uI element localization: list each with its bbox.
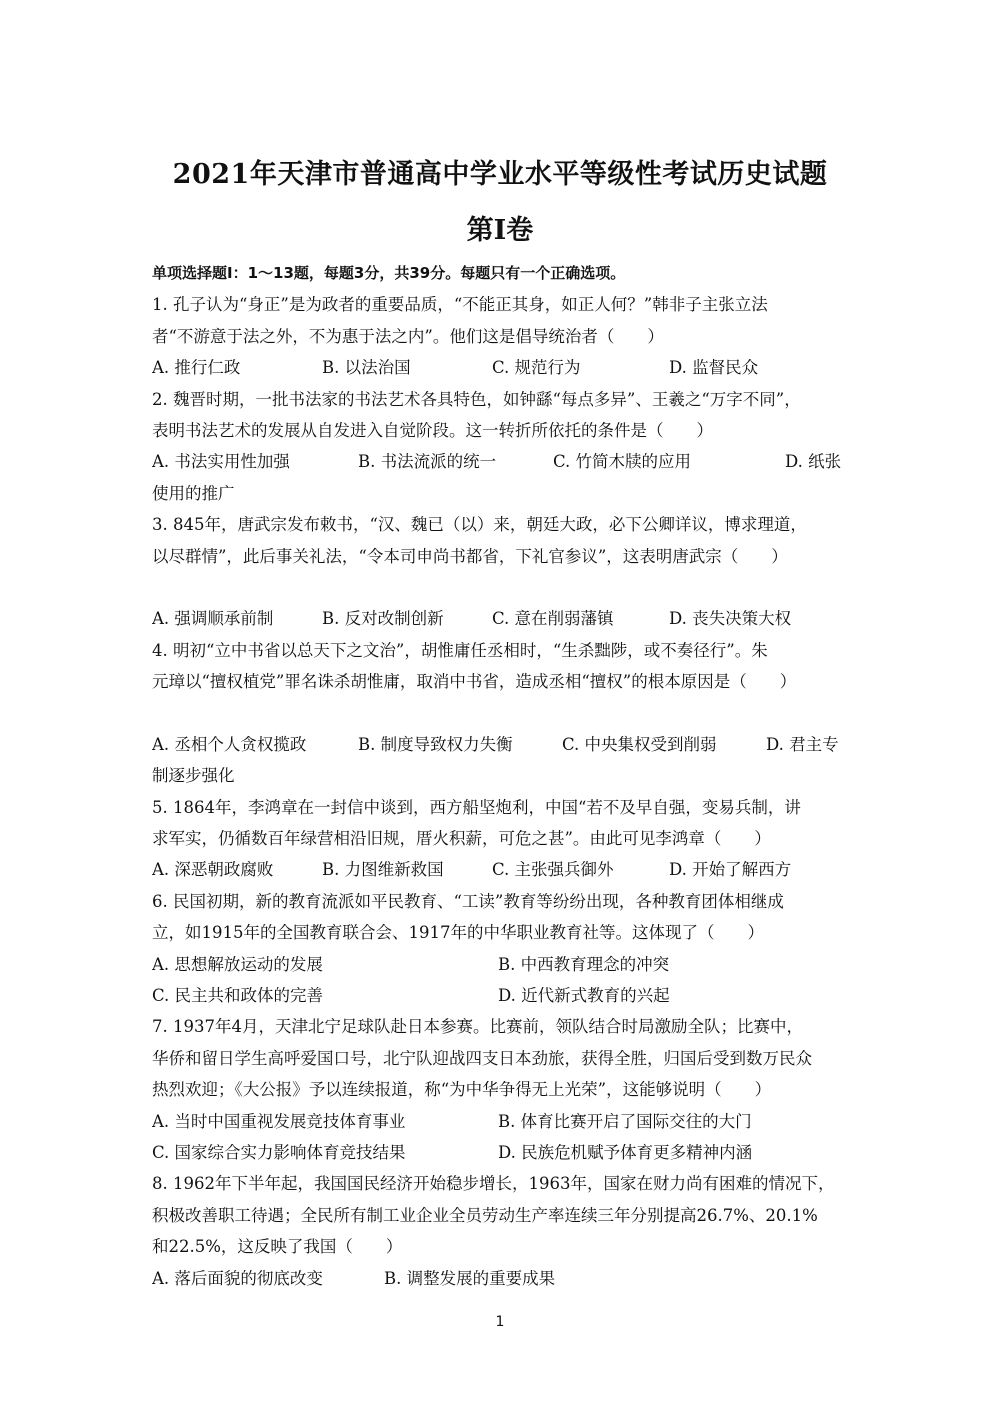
question-8-options bbox=[152, 1263, 852, 1294]
question-1-option-a: A. 推行仁政 bbox=[152, 358, 241, 378]
question-5-options bbox=[152, 854, 852, 885]
question-2-line-2: 表明书法艺术的发展从自发进入自觉阶段。这一转折所依托的条件是（ ） bbox=[152, 420, 713, 440]
question-6-line-2: 立，如1915年的全国教育联合会、1917年的中华职业教育社等。这体现了（ ） bbox=[152, 923, 764, 943]
question-4-option-c: C. 中央集权受到削弱 bbox=[562, 734, 717, 754]
question-2-option-b: B. 书法流派的统一 bbox=[358, 452, 497, 472]
question-7-line-3: 热烈欢迎；《大公报》予以连续报道，称“为中华争得无上光荣”，这能够说明（ ） bbox=[152, 1080, 772, 1100]
spacer bbox=[152, 697, 852, 728]
question-6-line-1: 6. 民国初期，新的教育流派如平民教育、“工读”教育等纷纷出现，各种教育团体相继成 bbox=[152, 891, 784, 911]
question-6-option-c: C. 民主共和政体的完善 bbox=[152, 985, 324, 1005]
question-4-options bbox=[152, 729, 852, 760]
question-1-line-2: 者“不游意于法之外，不为惠于法之内”。他们这是倡导统治者（ ） bbox=[152, 326, 664, 346]
question-5-option-a: A. 深恶朝政腐败 bbox=[152, 860, 274, 880]
question-list bbox=[152, 258, 852, 1294]
question-7-line-2: 华侨和留日学生高呼爱国口号，北宁队迎战四支日本劲旅，获得全胜，归国后受到数万民众 bbox=[152, 1048, 812, 1068]
question-8-line-3: 和22.5%，这反映了我国（ ） bbox=[152, 1237, 403, 1257]
question-7-line-1: 7. 1937年4月，天津北宁足球队赴日本参赛。比赛前，领队结合时局激励全队；比赛中， bbox=[152, 1017, 803, 1037]
question-2-option-a: A. 书法实用性加强 bbox=[152, 452, 290, 472]
question-7-options-row-1 bbox=[152, 1106, 852, 1137]
question-3-option-c: C. 意在削弱藩镇 bbox=[492, 609, 614, 629]
question-7-option-d: D. 民族危机赋予体育更多精神内涵 bbox=[498, 1142, 753, 1162]
question-4-option-d: D. 君主专 bbox=[766, 734, 839, 754]
question-8-line-2: 积极改善职工待遇；全民所有制工业企业全员劳动生产率连续三年分别提高26.7%、20.1% bbox=[152, 1205, 818, 1225]
question-6-options-row-2 bbox=[152, 980, 852, 1011]
question-6-option-a: A. 思想解放运动的发展 bbox=[152, 954, 323, 974]
question-7-option-b: B. 体育比赛开启了国际交往的大门 bbox=[498, 1111, 752, 1131]
question-4-option-d-continued: 制逐步强化 bbox=[152, 766, 235, 786]
question-6-option-b: B. 中西教育理念的冲突 bbox=[498, 954, 670, 974]
spacer bbox=[152, 572, 852, 603]
question-5-option-c: C. 主张强兵御外 bbox=[492, 860, 614, 880]
question-4-line-2: 元璋以“擅权植党”罪名诛杀胡惟庸，取消中书省，造成丞相“擅权”的根本原因是（ ） bbox=[152, 672, 797, 692]
question-6-options-row-1 bbox=[152, 949, 852, 980]
question-1-option-d: D. 监督民众 bbox=[669, 358, 759, 378]
question-2-option-c: C. 竹简木牍的应用 bbox=[553, 452, 692, 472]
question-4-option-a: A. 丞相个人贪权揽政 bbox=[152, 734, 307, 754]
question-4-line-1: 4. 明初“立中书省以总天下之文治”，胡惟庸任丞相时，“生杀黜陟，或不奏径行”。朱 bbox=[152, 640, 768, 660]
section-instruction: 单项选择题Ⅰ：1～13题，每题3分，共39分。每题只有一个正确选项。 bbox=[152, 264, 626, 282]
exam-title: 2021年天津市普通高中学业水平等级性考试历史试题 bbox=[172, 159, 828, 190]
question-3-option-b: B. 反对改制创新 bbox=[322, 609, 444, 629]
question-3-option-d: D. 丧失决策大权 bbox=[669, 609, 792, 629]
question-8-line-1: 8. 1962年下半年起，我国国民经济开始稳步增长，1963年，国家在财力尚有困难的情况下， bbox=[152, 1174, 835, 1194]
question-5-option-d: D. 开始了解西方 bbox=[669, 860, 792, 880]
question-2-option-d-continued: 使用的推广 bbox=[152, 483, 235, 503]
question-5-option-b: B. 力图维新救国 bbox=[322, 860, 444, 880]
question-2-line-1: 2. 魏晋时期，一批书法家的书法艺术各具特色，如钟繇“每点多异”、王羲之“万字不同”， bbox=[152, 389, 801, 409]
question-3-options bbox=[152, 603, 852, 634]
question-1-option-c: C. 规范行为 bbox=[492, 358, 581, 378]
volume-heading: 第Ⅰ卷 bbox=[466, 215, 534, 246]
question-8-option-a: A. 落后面貌的彻底改变 bbox=[152, 1268, 323, 1288]
question-7-option-c: C. 国家综合实力影响体育竞技结果 bbox=[152, 1142, 406, 1162]
question-3-line-2: 以尽群情”，此后事关礼法，“令本司申尚书都省，下礼官参议”，这表明唐武宗（ ） bbox=[152, 546, 788, 566]
page-number: 1 bbox=[495, 1314, 505, 1330]
question-1-options bbox=[152, 352, 852, 383]
question-1-line-1: 1. 孔子认为“身正”是为政者的重要品质，“不能正其身，如正人何？”韩非子主张立法 bbox=[152, 295, 768, 315]
question-5-line-1: 5. 1864年，李鸿章在一封信中谈到，西方船坚炮利，中国“若不及早自强，变易兵制，讲 bbox=[152, 797, 801, 817]
question-6-option-d: D. 近代新式教育的兴起 bbox=[498, 985, 670, 1005]
question-2-options bbox=[152, 446, 852, 477]
question-7-options-row-2 bbox=[152, 1137, 852, 1168]
question-7-option-a: A. 当时中国重视发展竞技体育事业 bbox=[152, 1111, 406, 1131]
question-4-option-b: B. 制度导致权力失衡 bbox=[358, 734, 513, 754]
question-5-line-2: 求军实，仍循数百年绿营相沿旧规，厝火积薪，可危之甚”。由此可见李鸿章（ ） bbox=[152, 829, 771, 849]
question-3-line-1: 3. 845年，唐武宗发布敕书，“汉、魏已（以）来，朝廷大政，必下公卿详议，博求理道， bbox=[152, 515, 807, 535]
question-3-option-a: A. 强调顺承前制 bbox=[152, 609, 274, 629]
question-1-option-b: B. 以法治国 bbox=[322, 358, 411, 378]
question-8-option-b: B. 调整发展的重要成果 bbox=[384, 1268, 556, 1288]
question-2-option-d: D. 纸张 bbox=[785, 452, 842, 472]
